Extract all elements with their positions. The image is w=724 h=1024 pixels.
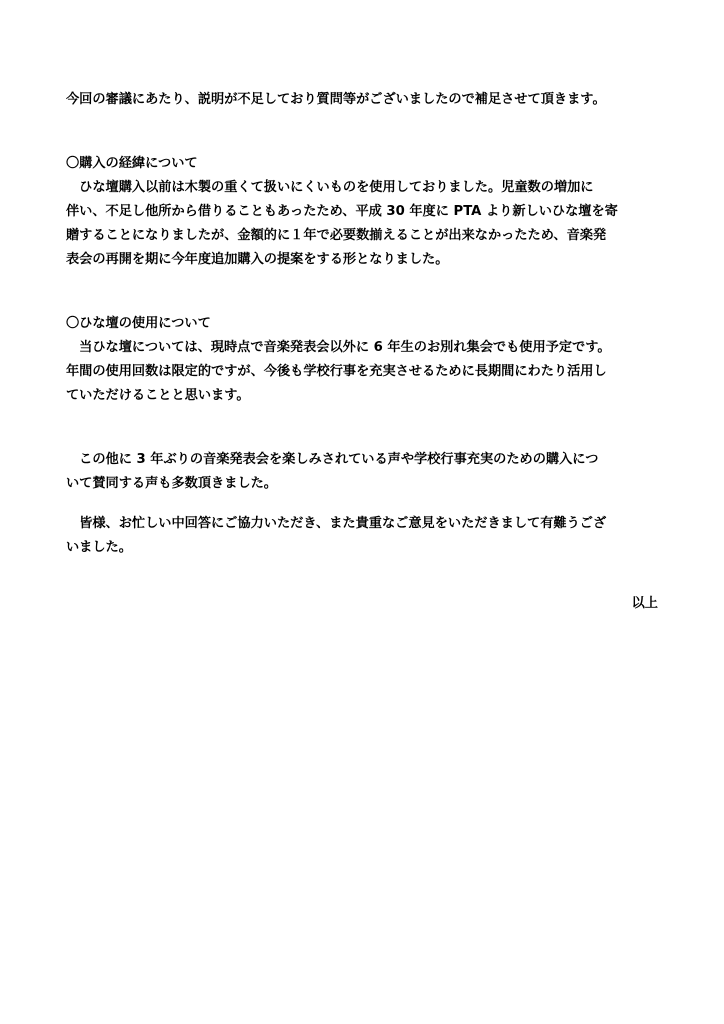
- usage-section-heading: 〇ひな壇の使用について: [66, 316, 211, 331]
- feedback-line-1: この他に 3 年ぶりの音楽発表会を楽しみされている声や学校行事充実のための購入につ: [66, 452, 599, 467]
- feedback-line-2: いて賛同する声も多数頂きました。: [66, 476, 277, 491]
- usage-line-1: 当ひな壇については、現時点で音楽発表会以外に 6 年生のお別れ集会でも使用予定です。: [66, 340, 611, 355]
- signoff-text: 以上: [631, 596, 658, 611]
- purchase-line-1: ひな壇購入以前は木製の重くて扱いにくいものを使用しておりました。児童数の増加に: [66, 180, 594, 195]
- purchase-line-4: 表会の再開を期に今年度追加購入の提案をする形となりました。: [66, 252, 449, 267]
- thanks-line-1: 皆様、お忙しい中回答にご協力いただき、また貴重なご意見をいただきまして有難うござ: [66, 516, 607, 531]
- purchase-section-heading: 〇購入の経緯について: [66, 156, 198, 171]
- thanks-line-2: いました。: [66, 540, 132, 555]
- intro-text: 今回の審議にあたり、説明が不足しており質問等がございましたので補足させて頂きます。: [66, 92, 606, 107]
- usage-line-3: ていただけることと思います。: [66, 388, 250, 403]
- purchase-line-3: 贈することになりましたが、金額的に１年で必要数揃えることが出来なかったため、音楽発: [66, 228, 607, 243]
- purchase-line-2: 伴い、不足し他所から借りることもあったため、平成 30 年度に PTA より新しいひな壇を寄: [66, 204, 618, 219]
- usage-line-2: 年間の使用回数は限定的ですが、今後も学校行事を充実させるために長期間にわたり活用し: [66, 364, 607, 379]
